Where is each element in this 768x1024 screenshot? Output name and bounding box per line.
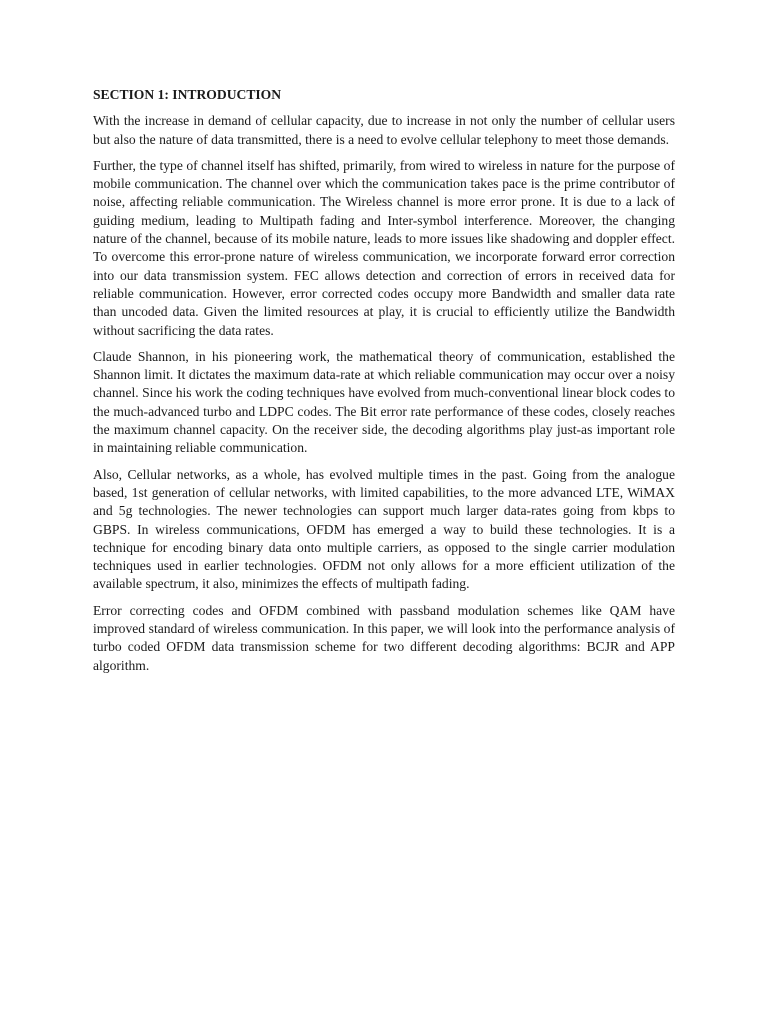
paragraph-paper-scope: Error correcting codes and OFDM combined with passband modulation schemes like QAM have improved standard of wireless communication. In this paper, we will look into the performance analysis of turbo coded OFDM data transmission scheme for two different decoding algorithms: BCJR and APP algorithm. bbox=[93, 602, 675, 673]
section-heading: SECTION 1: INTRODUCTION bbox=[93, 87, 282, 102]
paragraph-cellular-networks: Also, Cellular networks, as a whole, has evolved multiple times in the past. Going from the analogue based, 1st generation of cellular networks, with limited capabilities, to the more advanced LTE, WiMAX and 5g technologies. The newer technologies can support much larger data-rates going from kbps to GBPS. In wireless communications, OFDM has emerged a way to build these technologies. It is a technique for encoding binary data onto multiple carriers, as opposed to the single carrier modulation techniques used in earlier technologies. OFDM not only allows for a more efficient utilization of the available spectrum, it also, minimizes the effects of multipath fading. bbox=[93, 466, 675, 592]
document-page bbox=[93, 86, 675, 683]
paragraph-shannon-limit: Claude Shannon, in his pioneering work, the mathematical theory of communication, established the Shannon limit. It dictates the maximum data-rate at which reliable communication may occur over a noisy channel. Since his work the coding techniques have evolved from much-conventional linear block codes to the much-advanced turbo and LDPC codes. The Bit error rate performance of these codes, closely reaches the maximum channel capacity. On the receiver side, the decoding algorithms play just-as important role in maintaining reliable communication. bbox=[93, 348, 675, 456]
paragraph-wireless-channel: Further, the type of channel itself has shifted, primarily, from wired to wireless in nature for the purpose of mobile communication. The channel over which the communication takes pace is the prime contributor of noise, affecting reliable communication. The Wireless channel is more error prone. It is due to a lack of guiding medium, leading to Multipath fading and Inter-symbol interference. Moreover, the changing nature of the channel, because of its mobile nature, leads to more issues like shadowing and doppler effect. To overcome this error-prone nature of wireless communication, we incorporate forward error correction into our data transmission system. FEC allows detection and correction of errors in received data for reliable communication. However, error corrected codes occupy more Bandwidth and smaller data rate than uncoded data. Given the limited resources at play, it is crucial to efficiently utilize the Bandwidth without sacrificing the data rates. bbox=[93, 157, 675, 338]
paragraph-cellular-capacity: With the increase in demand of cellular capacity, due to increase in not only the number of cellular users but also the nature of data transmitted, there is a need to evolve cellular telephony to meet those demands. bbox=[93, 113, 675, 147]
